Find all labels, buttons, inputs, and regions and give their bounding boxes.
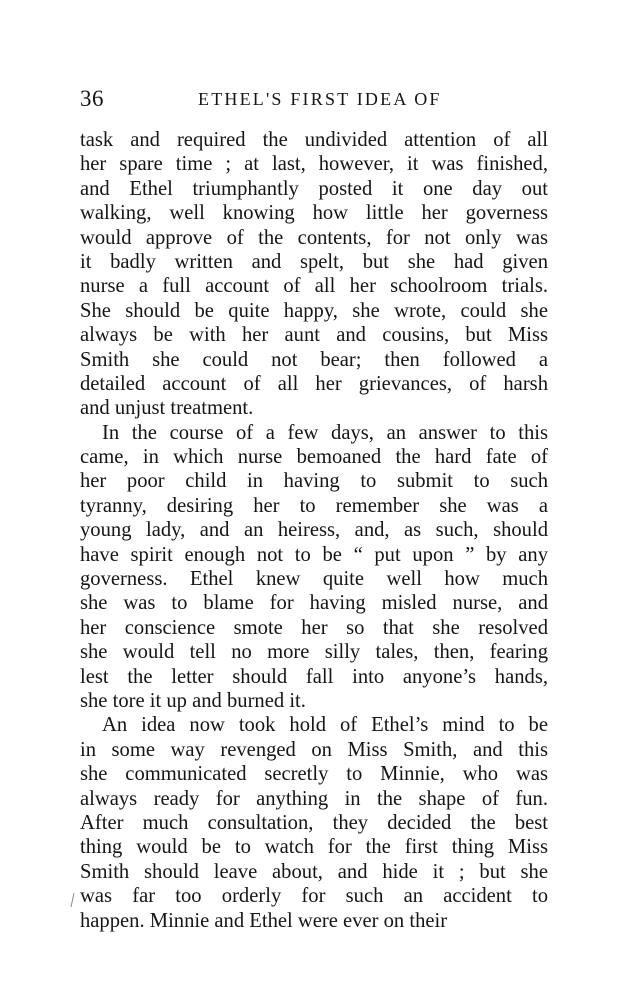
stray-mark	[71, 893, 75, 907]
text-line: she would tell no more silly tales, then, fearing	[80, 641, 548, 664]
text-line: she was to blame for having misled nurse, and	[80, 592, 548, 615]
text-line: An idea now took hold of Ethel’s mind to be	[102, 714, 548, 737]
text-line: nurse a full account of all her schoolroom trials.	[80, 275, 548, 298]
text-line: and Ethel triumphantly posted it one day out	[80, 177, 548, 200]
text-line: have spirit enough not to be “ put upon ” by any	[80, 543, 548, 566]
page-header	[80, 86, 548, 116]
text-line: and unjust treatment.	[80, 397, 254, 420]
text-line: her spare time ; at last, however, it was finished,	[80, 153, 548, 176]
text-line: came, in which nurse bemoaned the hard fate of	[80, 446, 548, 469]
running-head: ETHEL'S FIRST IDEA OF	[198, 89, 442, 109]
text-line: in some way revenged on Miss Smith, and this	[80, 738, 548, 761]
text-line: she communicated secretly to Minnie, who was	[80, 763, 548, 786]
text-line: After much consultation, they decided the best	[80, 811, 548, 834]
text-line: Smith should leave about, and hide it ; but she	[80, 860, 548, 883]
text-line: it badly written and spelt, but she had given	[80, 250, 548, 273]
text-line: task and required the undivided attention of all	[80, 129, 548, 151]
text-line: happen. Minnie and Ethel were ever on their	[80, 909, 448, 932]
paragraph	[80, 713, 548, 933]
text-line: thing would be to watch for the first thing Miss	[80, 836, 548, 859]
page-number: 36	[80, 86, 104, 111]
text-line: She should be quite happy, she wrote, could she	[80, 299, 548, 322]
text-line: Smith she could not bear; then followed a	[80, 348, 548, 371]
text-line: always ready for anything in the shape of fun.	[80, 787, 548, 810]
text-line: lest the letter should fall into anyone’s hands,	[80, 665, 548, 688]
text-line: was far too orderly for such an accident to	[80, 885, 548, 908]
text-line: governess. Ethel knew quite well how much	[80, 568, 548, 591]
paragraph	[80, 421, 548, 714]
text-line: always be with her aunt and cousins, but Miss	[80, 324, 548, 347]
text-line: tyranny, desiring her to remember she was a	[80, 494, 548, 517]
paragraph	[80, 128, 548, 421]
text-line: her poor child in having to submit to such	[80, 470, 548, 493]
text-line: young lady, and an heiress, and, as such, should	[80, 519, 548, 542]
text-line: detailed account of all her grievances, of harsh	[80, 372, 548, 395]
text-line: she tore it up and burned it.	[80, 689, 306, 712]
text-line: walking, well knowing how little her governess	[80, 202, 548, 225]
text-line: her conscience smote her so that she resolved	[80, 616, 548, 639]
body-text	[80, 128, 548, 933]
text-line: would approve of the contents, for not only was	[80, 226, 548, 249]
text-line: In the course of a few days, an answer to this	[102, 421, 548, 444]
